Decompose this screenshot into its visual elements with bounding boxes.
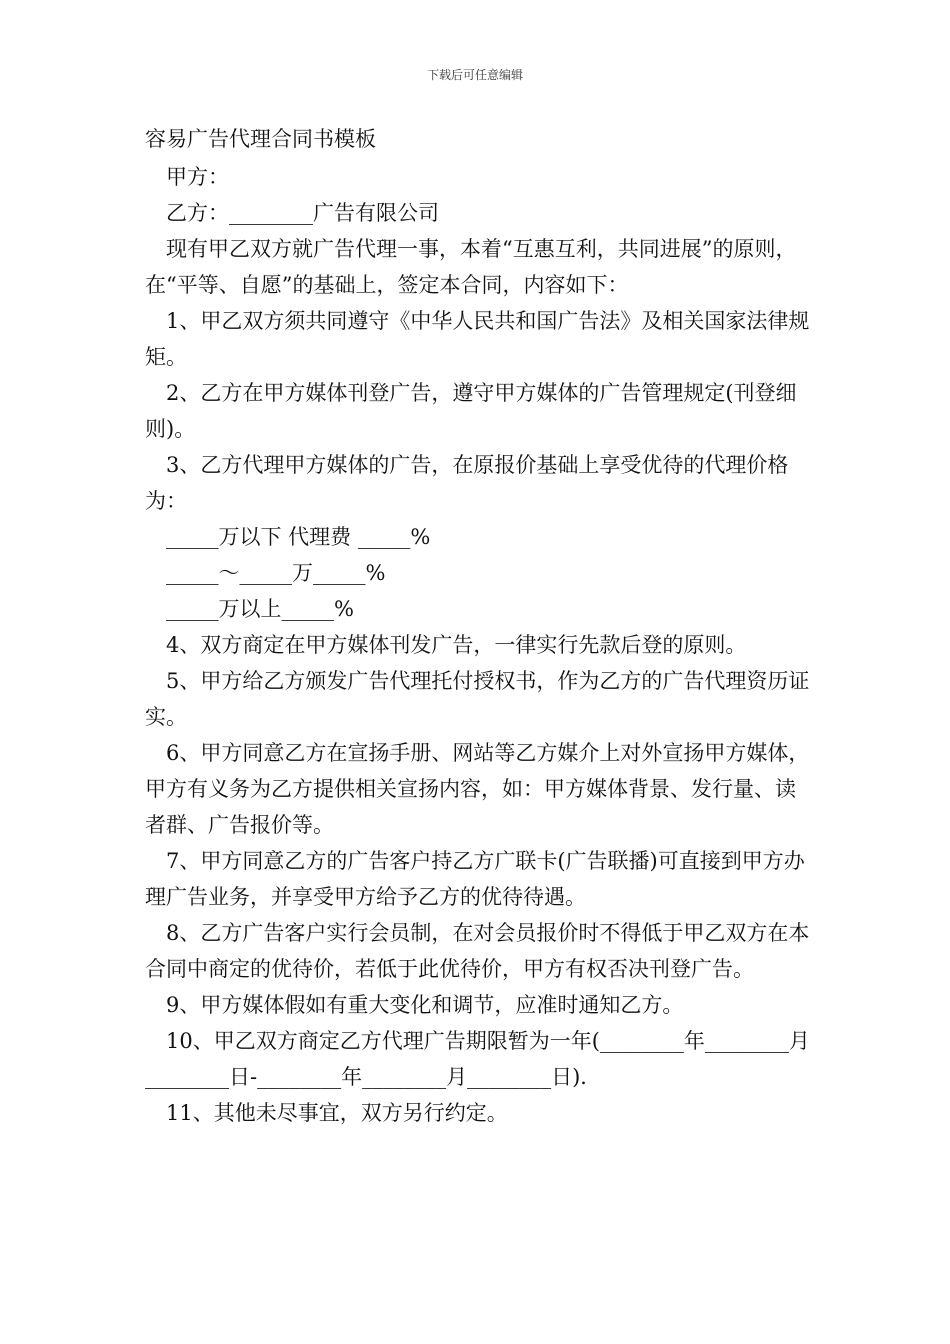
clause-7: 7、甲方同意乙方的广告客户持乙方广联卡(广告联播)可直接到甲方办理广告业务，并享受甲方给予乙方的优待待遇。: [145, 849, 805, 909]
document-title: 容易广告代理合同书模板: [145, 127, 376, 151]
clause-6: 6、甲方同意乙方在宣扬手册、网站等乙方媒介上对外宣扬甲方媒体，甲方有义务为乙方提供相关宣扬内容，如：甲方媒体背景、发行量、读者群、广告报价等。: [145, 741, 810, 837]
clause-4: 4、双方商定在甲方媒体刊发广告，一律实行先款后登的原则。: [166, 633, 747, 657]
document-body: [145, 121, 810, 1131]
rate-line-1: _____万以下 代理费 _____%: [166, 525, 431, 549]
clause-1: 1、甲乙双方须共同遵守《中华人民共和国广告法》及相关国家法律规矩。: [145, 309, 810, 369]
clause-10: 10、甲乙双方商定乙方代理广告期限暂为一年(________年________月________日-________年________月________日)．: [145, 1029, 810, 1089]
page-header: 下载后可任意编辑: [426, 68, 523, 82]
intro-paragraph: 现有甲乙双方就广告代理一事，本着“互惠互利，共同进展”的原则，在“平等、自愿”的基础上，签定本合同，内容如下：: [145, 237, 797, 297]
clause-2: 2、乙方在甲方媒体刊登广告，遵守甲方媒体的广告管理规定(刊登细则)。: [145, 381, 797, 441]
clause-9: 9、甲方媒体假如有重大变化和调节，应准时通知乙方。: [166, 993, 684, 1017]
clause-8: 8、乙方广告客户实行会员制，在对会员报价时不得低于甲乙双方在本合同中商定的优待价，若低于此优待价，甲方有权否决刊登广告。: [145, 921, 810, 981]
rate-line-3: _____万以上_____%: [166, 597, 354, 621]
rate-line-2: _____～_____万_____%: [166, 561, 386, 585]
clause-11: 11、其他未尽事宜，双方另行约定。: [166, 1101, 508, 1125]
party-a-line: 甲方：: [166, 165, 229, 189]
party-b-line: 乙方：________广告有限公司: [166, 201, 439, 225]
clause-3: 3、乙方代理甲方媒体的广告，在原报价基础上享受优待的代理价格为：: [145, 453, 789, 513]
clause-5: 5、甲方给乙方颁发广告代理托付授权书，作为乙方的广告代理资历证实。: [145, 669, 810, 729]
